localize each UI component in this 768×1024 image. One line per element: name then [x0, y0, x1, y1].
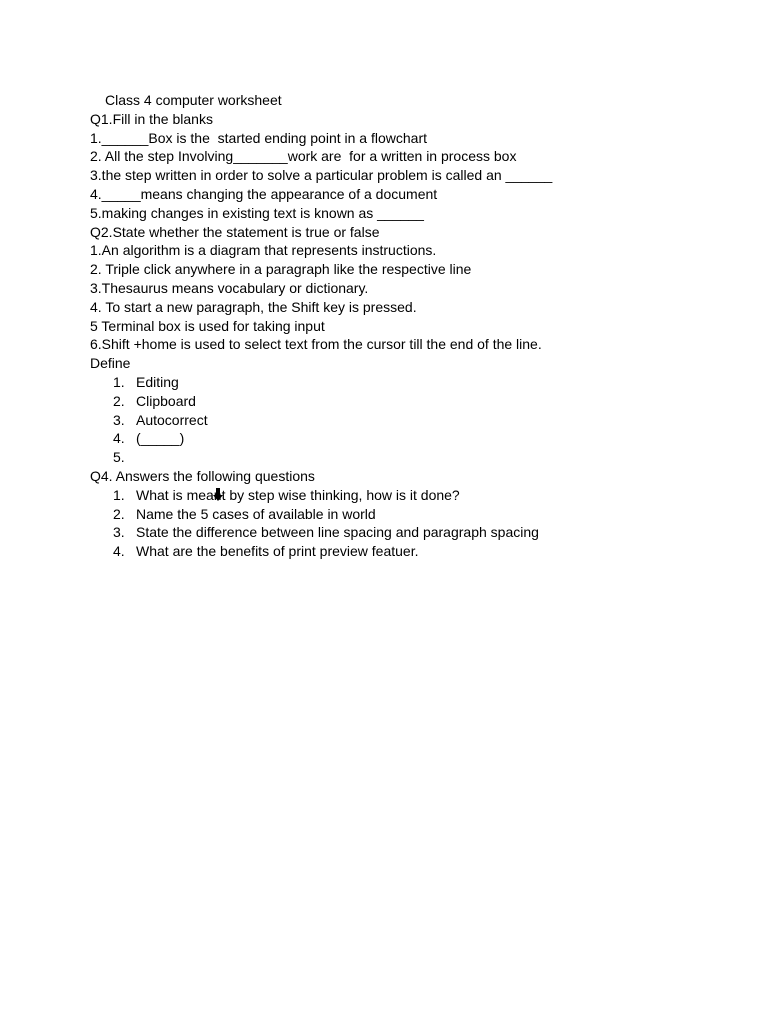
define-list-item [90, 429, 710, 448]
list-number: 1. [113, 373, 125, 390]
question-list-item [90, 505, 710, 524]
list-text: What is meant by step wise thinking, how is it done? [136, 486, 460, 503]
q2-item: 6.Shift +home is used to select text from the cursor till the end of the line. [90, 336, 542, 353]
q3-heading: Define [90, 355, 131, 372]
list-number: 4. [113, 543, 125, 560]
list-text: Autocorrect [136, 411, 208, 428]
q4-heading: Q4. Answers the following questions [90, 467, 315, 484]
question-list-item [90, 542, 710, 561]
define-list-item [90, 392, 710, 411]
q2-heading: Q2.State whether the statement is true or false [90, 223, 380, 240]
list-number: 5. [113, 449, 125, 466]
q2-item: 1.An algorithm is a diagram that represents instructions. [90, 242, 437, 259]
q2-item: 2. Triple click anywhere in a paragraph like the respective line [90, 261, 472, 278]
list-text: What are the benefits of print preview featuer. [136, 543, 419, 560]
list-text: Name the 5 cases of available in world [136, 505, 376, 522]
list-number: 3. [113, 411, 125, 428]
q2-item: 3.Thesaurus means vocabulary or dictionary. [90, 279, 369, 296]
question-list-item [90, 486, 710, 505]
q2-item: 5 Terminal box is used for taking input [90, 317, 325, 334]
define-list-item [90, 411, 710, 430]
list-number: 1. [113, 486, 125, 503]
q1-heading: Q1.Fill in the blanks [90, 110, 213, 127]
q1-item: 5.making changes in existing text is known as ______ [90, 204, 424, 221]
list-text: (_____) [136, 430, 185, 447]
worksheet-title: Class 4 computer worksheet [105, 92, 282, 108]
q2-item: 4. To start a new paragraph, the Shift key is pressed. [90, 298, 417, 315]
list-number: 2. [113, 392, 125, 409]
worksheet-content [90, 91, 710, 561]
define-list-item [90, 373, 710, 392]
list-text: State the difference between line spacing and paragraph spacing [136, 524, 539, 541]
list-number: 3. [113, 524, 125, 541]
q1-item: 2. All the step Involving_______work are for a written in process box [90, 148, 517, 165]
q1-item: 1.______Box is the started ending point in a flowchart [90, 129, 427, 146]
list-text: Clipboard [136, 392, 196, 409]
q1-item: 4._____means changing the appearance of a document [90, 185, 438, 202]
question-list-item [90, 523, 710, 542]
down-arrow-icon [174, 469, 184, 483]
list-number: 4. [113, 430, 125, 447]
q1-item: 3.the step written in order to solve a particular problem is called an ______ [90, 167, 553, 184]
list-text: Editing [136, 373, 179, 390]
define-list-item [90, 448, 710, 467]
list-number: 2. [113, 505, 125, 522]
